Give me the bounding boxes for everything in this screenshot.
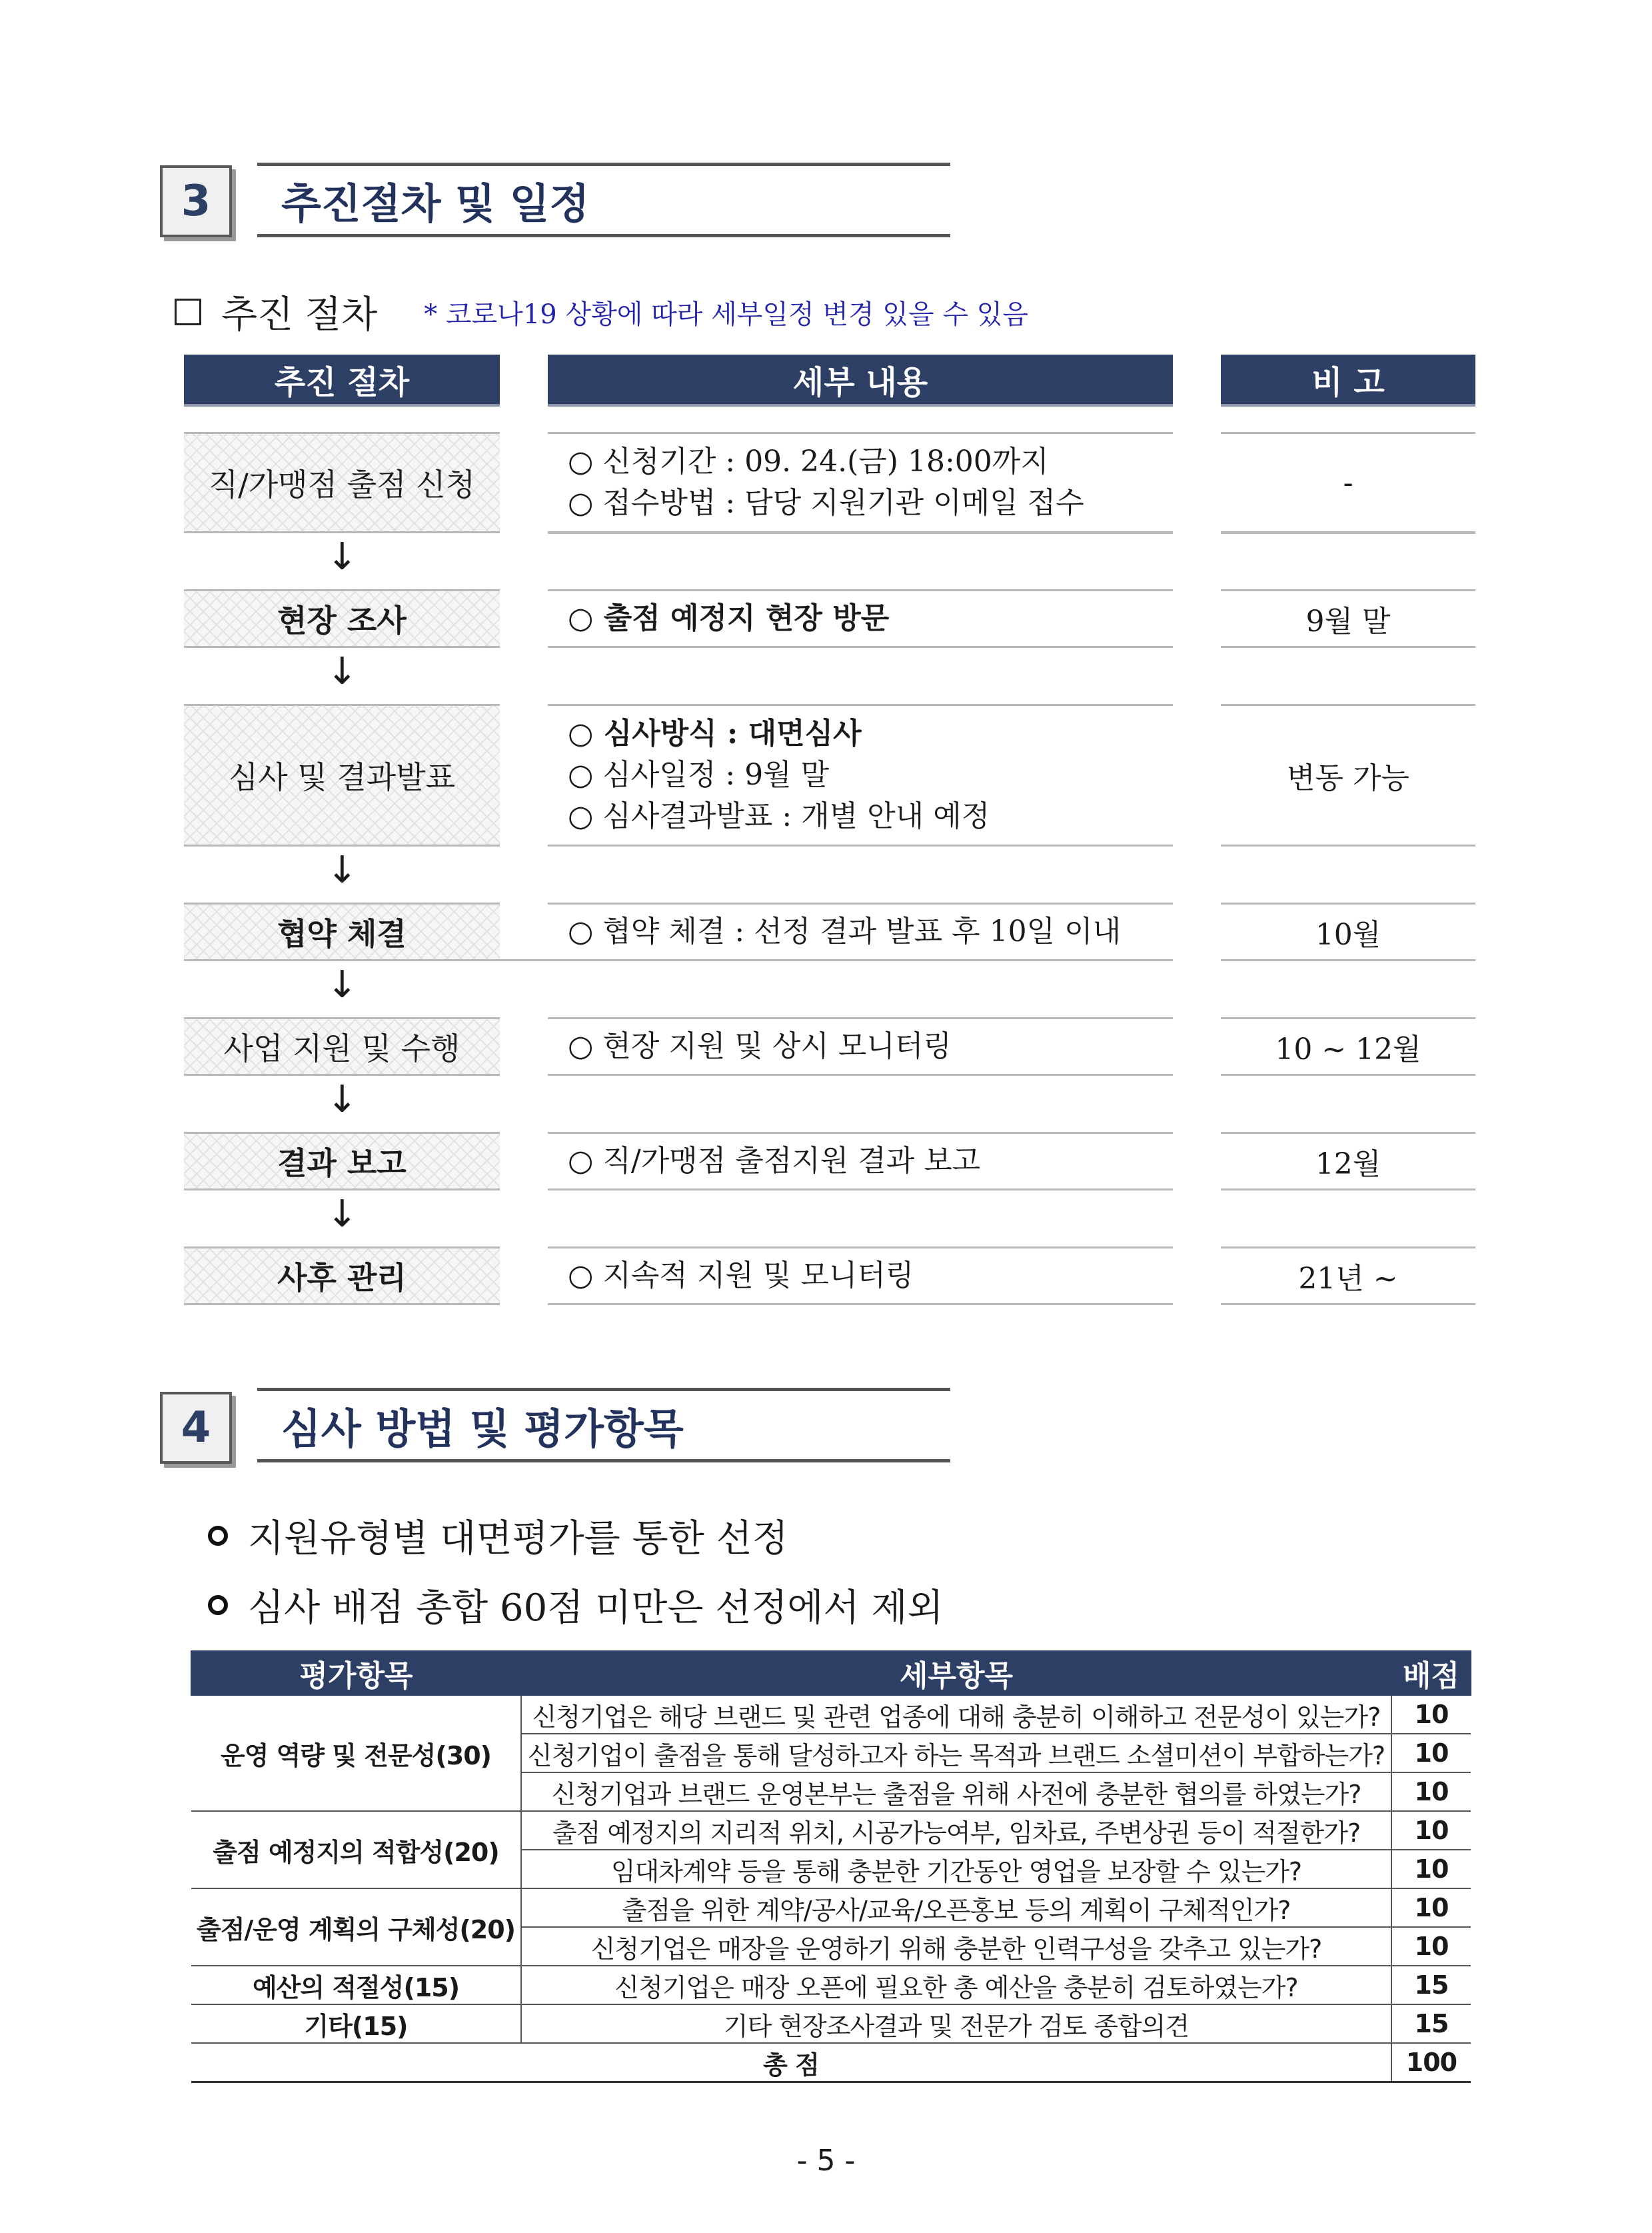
divider bbox=[1221, 532, 1475, 534]
detail-cell: 신청기업이 출점을 통해 달성하고자 하는 목적과 브랜드 소셜미션이 부합하는가? bbox=[521, 1734, 1391, 1772]
table-row bbox=[191, 1966, 1471, 2004]
detail-cell bbox=[548, 1017, 1173, 1076]
detail-line: ○ 신청기간 : 09. 24.(금) 18:00까지 bbox=[568, 445, 1049, 479]
detail-cell: 신청기업과 브랜드 운영본부는 출점을 위해 사전에 충분한 협의를 하였는가? bbox=[521, 1772, 1391, 1811]
down-arrow-icon: ↓ bbox=[327, 963, 358, 1007]
points-cell: 10 bbox=[1391, 1695, 1471, 1734]
bullet-item bbox=[208, 1509, 788, 1562]
circle-bullet-icon bbox=[208, 1595, 228, 1615]
detail-cell bbox=[548, 589, 1173, 648]
category-cell: 출점 예정지의 적합성(20) bbox=[191, 1811, 521, 1888]
points-cell: 15 bbox=[1391, 1966, 1471, 2004]
detail-cell: 출점 예정지의 지리적 위치, 시공가능여부, 임차료, 주변상권 등이 적절한가? bbox=[521, 1811, 1391, 1850]
procedure-subheading bbox=[175, 285, 1028, 339]
note-cell: 21년 ~ bbox=[1221, 1246, 1475, 1305]
detail-line: ○ 심사일정 : 9월 말 bbox=[568, 758, 830, 792]
points-cell: 10 bbox=[1391, 1811, 1471, 1850]
procedure-note: * 코로나19 상황에 따라 세부일정 변경 있을 수 있음 bbox=[424, 299, 1028, 330]
stage-cell: 심사 및 결과발표 bbox=[184, 704, 500, 847]
down-arrow-icon: ↓ bbox=[327, 1078, 358, 1121]
category-cell: 출점/운영 계획의 구체성(20) bbox=[191, 1888, 521, 1966]
detail-cell bbox=[548, 903, 1173, 961]
detail-line: ○ 현장 지원 및 상시 모니터링 bbox=[568, 1029, 952, 1063]
stage-cell: 사후 관리 bbox=[184, 1246, 500, 1305]
points-cell: 10 bbox=[1391, 1772, 1471, 1811]
bullet-text: 심사 배점 총합 60점 미만은 선정에서 제외 bbox=[248, 1586, 944, 1630]
category-cell: 운영 역량 및 전문성(30) bbox=[191, 1695, 521, 1811]
points-cell: 15 bbox=[1391, 2004, 1471, 2043]
detail-line: ○ 심사결과발표 : 개별 안내 예정 bbox=[568, 799, 990, 833]
detail-cell bbox=[548, 1132, 1173, 1190]
detail-cell: 기타 현장조사결과 및 전문가 검토 종합의견 bbox=[521, 2004, 1391, 2043]
section-number: 4 bbox=[160, 1392, 232, 1464]
page-number: - 5 - bbox=[796, 2144, 856, 2178]
points-cell: 10 bbox=[1391, 1888, 1471, 1927]
bullet-text: 지원유형별 대면평가를 통한 선정 bbox=[248, 1517, 788, 1560]
down-arrow-icon: ↓ bbox=[327, 535, 358, 579]
total-row bbox=[191, 2043, 1471, 2082]
section-title: 추진절차 및 일정 bbox=[257, 163, 950, 237]
table-row bbox=[191, 2004, 1471, 2043]
section-number: 3 bbox=[160, 165, 232, 237]
checkbox-icon bbox=[175, 299, 201, 325]
points-cell: 10 bbox=[1391, 1850, 1471, 1888]
down-arrow-icon: ↓ bbox=[327, 849, 358, 892]
divider bbox=[500, 959, 548, 961]
procedure-heading: 추진 절차 bbox=[221, 293, 378, 337]
stage-cell: 사업 지원 및 수행 bbox=[184, 1017, 500, 1076]
detail-line: ○ 출점 예정지 현장 방문 bbox=[568, 601, 890, 635]
stage-cell: 협약 체결 bbox=[184, 903, 500, 961]
category-cell: 기타(15) bbox=[191, 2004, 521, 2043]
note-cell: 12월 bbox=[1221, 1132, 1475, 1190]
detail-line: ○ 직/가맹점 출점지원 결과 보고 bbox=[568, 1144, 981, 1178]
detail-cell: 신청기업은 해당 브랜드 및 관련 업종에 대해 충분히 이해하고 전문성이 있는가? bbox=[521, 1695, 1391, 1734]
section-title: 심사 방법 및 평가항목 bbox=[257, 1388, 950, 1462]
detail-cell bbox=[548, 432, 1173, 533]
note-cell: 변동 가능 bbox=[1221, 704, 1475, 847]
bullet-item bbox=[208, 1578, 944, 1632]
total-label: 총 점 bbox=[191, 2043, 1391, 2082]
detail-line: ○ 접수방법 : 담당 지원기관 이메일 접수 bbox=[568, 486, 1084, 520]
note-cell: 10월 bbox=[1221, 903, 1475, 961]
category-cell: 예산의 적절성(15) bbox=[191, 1966, 521, 2004]
detail-cell: 신청기업은 매장을 운영하기 위해 충분한 인력구성을 갖추고 있는가? bbox=[521, 1927, 1391, 1966]
total-points: 100 bbox=[1391, 2043, 1471, 2082]
down-arrow-icon: ↓ bbox=[327, 650, 358, 693]
evaluation-table bbox=[191, 1650, 1471, 2083]
note-cell: 10 ~ 12월 bbox=[1221, 1017, 1475, 1076]
detail-line: ○ 심사방식 : 대면심사 bbox=[568, 717, 862, 751]
col-header-stage: 추진 절차 bbox=[184, 355, 500, 407]
detail-cell bbox=[548, 704, 1173, 847]
stage-cell: 결과 보고 bbox=[184, 1132, 500, 1190]
detail-cell: 출점을 위한 계약/공사/교육/오픈홍보 등의 계획이 구체적인가? bbox=[521, 1888, 1391, 1927]
detail-cell bbox=[548, 1246, 1173, 1305]
note-cell: 9월 말 bbox=[1221, 589, 1475, 648]
detail-cell: 임대차계약 등을 통해 충분한 기간동안 영업을 보장할 수 있는가? bbox=[521, 1850, 1391, 1888]
detail-cell: 신청기업은 매장 오픈에 필요한 총 예산을 충분히 검토하였는가? bbox=[521, 1966, 1391, 2004]
table-row bbox=[191, 1695, 1471, 1734]
col-header-detail: 세부항목 bbox=[521, 1651, 1391, 1695]
divider bbox=[548, 532, 1173, 534]
table-row bbox=[191, 1811, 1471, 1850]
detail-line: ○ 지속적 지원 및 모니터링 bbox=[568, 1258, 914, 1292]
col-header-detail: 세부 내용 bbox=[548, 355, 1173, 407]
detail-line: ○ 협약 체결 : 선정 결과 발표 후 10일 이내 bbox=[568, 915, 1122, 949]
col-header-note: 비 고 bbox=[1221, 355, 1475, 407]
table-header-row bbox=[191, 1651, 1471, 1695]
stage-cell: 직/가맹점 출점 신청 bbox=[184, 432, 500, 533]
table-row bbox=[191, 1888, 1471, 1927]
stage-cell: 현장 조사 bbox=[184, 589, 500, 648]
points-cell: 10 bbox=[1391, 1927, 1471, 1966]
col-header-points: 배점 bbox=[1391, 1651, 1471, 1695]
points-cell: 10 bbox=[1391, 1734, 1471, 1772]
col-header-category: 평가항목 bbox=[191, 1651, 521, 1695]
down-arrow-icon: ↓ bbox=[327, 1192, 358, 1236]
note-cell: - bbox=[1221, 432, 1475, 533]
circle-bullet-icon bbox=[208, 1526, 228, 1546]
